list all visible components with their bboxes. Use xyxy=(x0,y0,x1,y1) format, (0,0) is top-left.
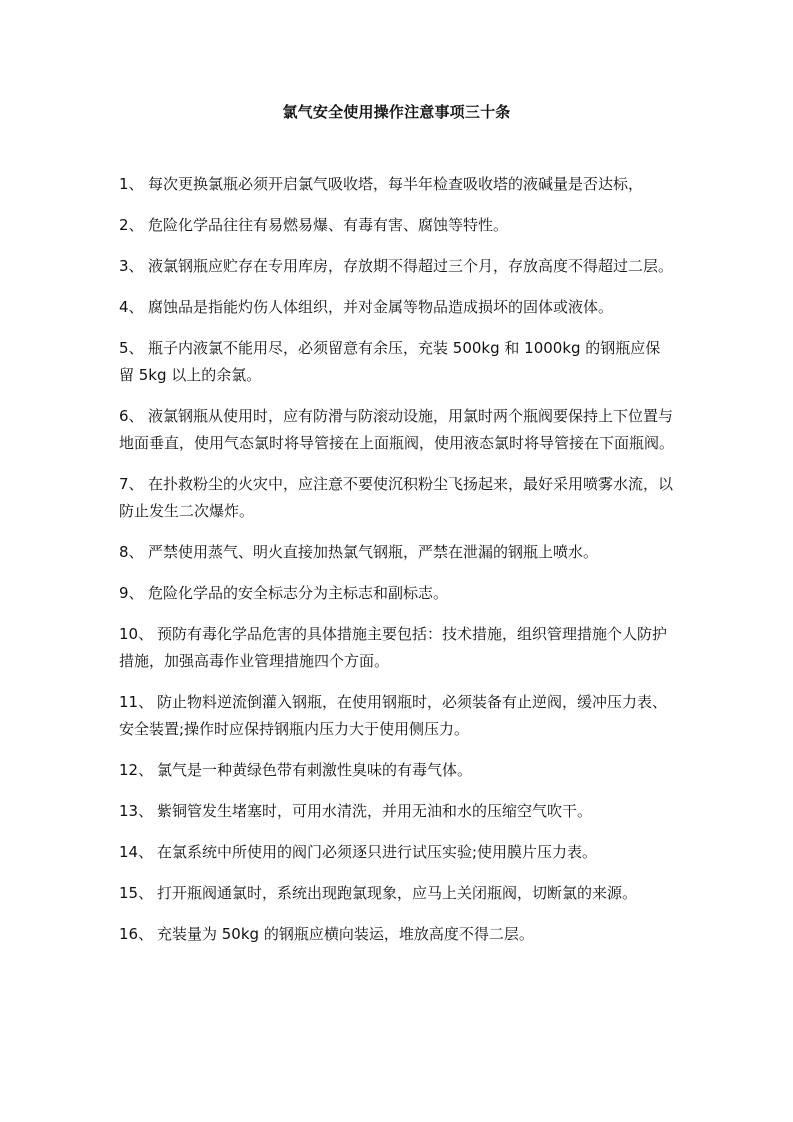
list-item xyxy=(119,880,675,907)
item-number: 7、 xyxy=(119,475,144,493)
list-item xyxy=(119,471,675,525)
item-text: 充装量为 50kg 的钢瓶应横向装运，堆放高度不得二层。 xyxy=(157,925,534,943)
item-number: 15、 xyxy=(119,884,154,902)
item-text: 防止物料逆流倒灌入钢瓶，在使用钢瓶时，必须装备有止逆阀，缓冲压力表、安全装置;操作时应保持钢瓶内压力大于使用侧压力。 xyxy=(119,693,668,738)
item-text: 液氯钢瓶应贮存在专用库房，存放期不得超过三个月，存放高度不得超过二层。 xyxy=(148,257,674,275)
item-text: 预防有毒化学品危害的具体措施主要包括：技术措施，组织管理措施个人防护措施，加强高毒作业管理措施四个方面。 xyxy=(119,625,668,670)
item-number: 4、 xyxy=(119,298,144,316)
list-item xyxy=(119,580,675,607)
item-text: 打开瓶阀通氯时，系统出现跑氯现象，应马上关闭瓶阀，切断氯的来源。 xyxy=(157,884,638,902)
item-number: 12、 xyxy=(119,761,154,779)
item-text: 瓶子内液氯不能用尽，必须留意有余压，充装 500kg 和 1000kg 的钢瓶应保留 5kg 以上的余氯。 xyxy=(119,339,661,384)
safety-rules-list xyxy=(119,171,675,962)
item-text: 危险化学品往往有易燃易爆、有毒有害、腐蚀等特性。 xyxy=(148,216,509,234)
item-text: 氯气是一种黄绿色带有刺激性臭味的有毒气体。 xyxy=(157,761,473,779)
item-number: 5、 xyxy=(119,339,144,357)
item-number: 3、 xyxy=(119,257,144,275)
document-title: 氯气安全使用操作注意事项三十条 xyxy=(282,103,511,121)
list-item xyxy=(119,539,675,566)
item-text: 严禁使用蒸气、明火直接加热氯气钢瓶，严禁在泄漏的钢瓶上喷水。 xyxy=(148,543,599,561)
list-item xyxy=(119,689,675,743)
list-item xyxy=(119,171,675,198)
item-text: 腐蚀品是指能灼伤人体组织，并对金属等物品造成损坏的固体或液体。 xyxy=(148,298,614,316)
item-number: 2、 xyxy=(119,216,144,234)
list-item xyxy=(119,621,675,675)
item-text: 液氯钢瓶从使用时，应有防滑与防滚动设施，用氯时两个瓶阀要保持上下位置与地面垂直，使用气态氯时将导管接在上面瓶阀，使用液态氯时将导管接在下面瓶阀。 xyxy=(119,407,675,452)
item-number: 9、 xyxy=(119,584,144,602)
list-item xyxy=(119,403,675,457)
list-item xyxy=(119,798,675,825)
item-number: 1、 xyxy=(119,175,144,193)
item-number: 16、 xyxy=(119,925,154,943)
item-number: 6、 xyxy=(119,407,144,425)
item-text: 危险化学品的安全标志分为主标志和副标志。 xyxy=(148,584,449,602)
list-item xyxy=(119,294,675,321)
item-text: 在氯系统中所使用的阀门必须逐只进行试压实验;使用膜片压力表。 xyxy=(157,843,598,861)
list-item xyxy=(119,839,675,866)
item-number: 14、 xyxy=(119,843,154,861)
list-item xyxy=(119,212,675,239)
list-item xyxy=(119,253,675,280)
list-item xyxy=(119,921,675,948)
item-number: 10、 xyxy=(119,625,154,643)
item-text: 紫铜管发生堵塞时，可用水清洗，并用无油和水的压缩空气吹干。 xyxy=(157,802,593,820)
list-item xyxy=(119,335,675,389)
item-number: 11、 xyxy=(119,693,154,711)
item-number: 13、 xyxy=(119,802,154,820)
item-number: 8、 xyxy=(119,543,144,561)
list-item xyxy=(119,757,675,784)
item-text: 每次更换氯瓶必须开启氯气吸收塔，每半年检查吸收塔的液碱量是否达标， xyxy=(148,175,644,193)
item-text: 在扑救粉尘的火灾中，应注意不要使沉积粉尘飞扬起来，最好采用喷雾水流，以防止发生二次爆炸。 xyxy=(119,475,674,520)
